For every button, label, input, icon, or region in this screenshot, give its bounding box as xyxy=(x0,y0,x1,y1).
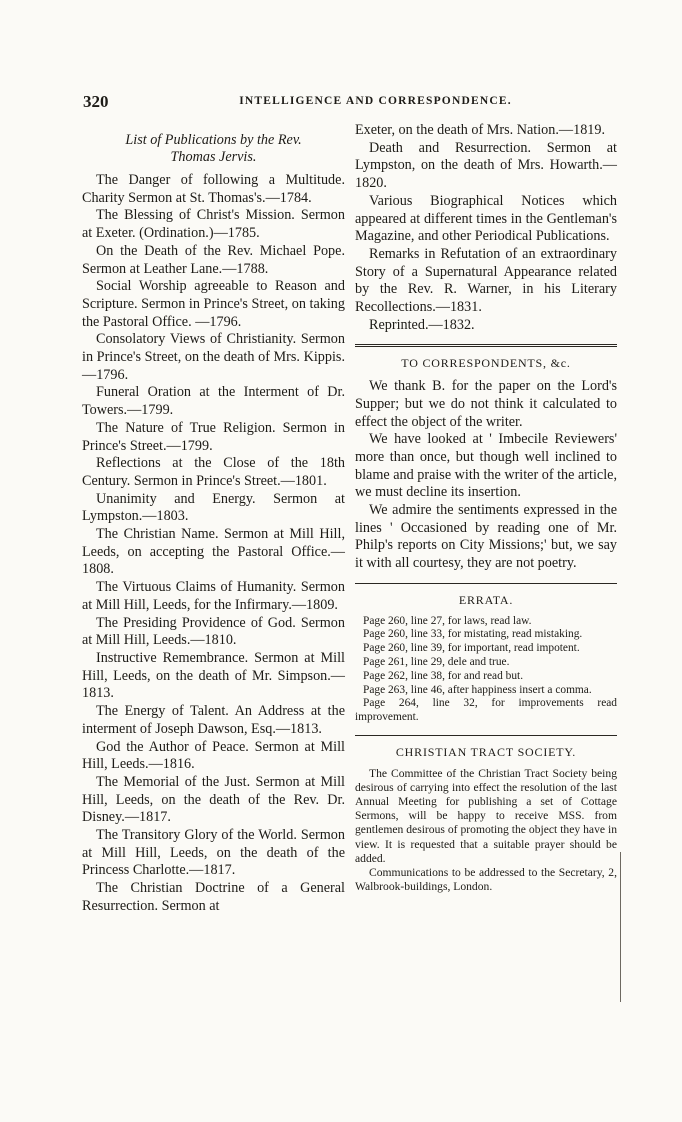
section-divider xyxy=(355,344,617,347)
tract-society-notice xyxy=(355,767,617,895)
margin-rule xyxy=(620,852,621,1002)
publication-entry: Death and Resurrection. Sermon at Lympston, on the death of Mrs. Howarth.—1820. xyxy=(355,139,617,192)
erratum: Page 261, line 29, dele and true. xyxy=(363,655,510,668)
publication-entry: The Memorial of the Just. Sermon at Mill Hill, Leeds, on the death of the Rev. Dr. Disney.—1817. xyxy=(82,773,345,826)
page-number: 320 xyxy=(83,92,109,111)
publication-entry: Reprinted.—1832. xyxy=(369,316,475,333)
correspondents-heading: TO CORRESPONDENTS, &c. xyxy=(401,356,571,371)
publication-entry: Consolatory Views of Christianity. Sermon in Prince's Street, on the death of Mrs. Kippis.—1796. xyxy=(82,331,345,383)
erratum: Page 260, line 39, for important, read impotent. xyxy=(363,642,580,655)
tract-society-heading: CHRISTIAN TRACT SOCIETY. xyxy=(395,744,577,759)
publication-entry: The Nature of True Religion. Sermon in Prince's Street.—1799. xyxy=(82,419,345,454)
publication-entry: Social Worship agreeable to Reason and Scripture. Sermon in Prince's Street, on taking the Pastoral Office. —1796. xyxy=(82,278,345,330)
correspondent-note: We thank B. for the paper on the Lord's Supper; but we do not think it calculated to effect the object of the writer. xyxy=(355,378,617,430)
list-title-line-2: Thomas Jervis. xyxy=(170,149,257,165)
section-divider xyxy=(355,735,617,736)
erratum: Page 260, line 33, for mistating, read mistaking. xyxy=(363,628,583,641)
section-divider xyxy=(355,583,617,584)
left-column xyxy=(82,122,345,916)
publication-entry: Funeral Oration at the Interment of Dr. Towers.—1799. xyxy=(82,384,345,419)
right-column xyxy=(355,122,617,894)
publication-entry: On the Death of the Rev. Michael Pope. Sermon at Leather Lane.—1788. xyxy=(82,242,345,277)
erratum: Page 263, line 46, after happiness insert a comma. xyxy=(363,683,592,696)
correspondent-note: We admire the sentiments expressed in the lines ' Occasioned by reading one of Mr. Philp's reports on City Missions;' but, we say it with all courtesy, they are not poetry. xyxy=(355,502,617,572)
errata-heading: ERRATA. xyxy=(458,592,514,607)
list-title-line-1: List of Publications by the Rev. xyxy=(125,132,302,148)
publication-entry: The Danger of following a Multitude. Charity Sermon at St. Thomas's.—1784. xyxy=(82,172,345,206)
publication-entry: The Christian Name. Sermon at Mill Hill, Leeds, on accepting the Pastoral Office.—1808. xyxy=(82,526,345,578)
publication-entry: The Blessing of Christ's Mission. Sermon at Exeter. (Ordination.)—1785. xyxy=(82,207,345,242)
running-head: INTELLIGENCE AND CORRESPONDENCE. xyxy=(239,95,512,107)
publication-entry: Instructive Remembrance. Sermon at Mill Hill, Leeds, on the death of Mr. Simpson.—1813. xyxy=(82,649,345,702)
erratum: Page 262, line 38, for and read but. xyxy=(363,669,524,682)
publication-entry: Unanimity and Energy. Sermon at Lympston.—1803. xyxy=(82,490,345,525)
correspondent-note: We have looked at ' Imbecile Reviewers' more than once, but though well inclined to blame and praise with the writer of the article, we must decline its insertion. xyxy=(355,431,617,501)
publication-entry: Reflections at the Close of the 18th Century. Sermon in Prince's Street.—1801. xyxy=(82,455,345,489)
errata-list xyxy=(355,615,617,725)
erratum: Page 264, line 32, for improvements read improvement. xyxy=(355,697,617,724)
publication-entry: The Christian Doctrine of a General Resurrection. Sermon at xyxy=(82,880,345,914)
list-title xyxy=(82,132,345,166)
erratum: Page 260, line 27, for laws, read law. xyxy=(363,614,532,627)
publication-continuation: Exeter, on the death of Mrs. Nation.—1819. xyxy=(355,122,606,138)
publication-entry: The Virtuous Claims of Humanity. Sermon at Mill Hill, Leeds, for the Infirmary.—1809. xyxy=(82,579,345,613)
publication-entry: The Energy of Talent. An Address at the interment of Joseph Dawson, Esq.—1813. xyxy=(82,703,345,737)
page-header xyxy=(83,92,628,116)
publication-entry: Remarks in Refutation of an extraordinary Story of a Supernatural Appearance related by the Rev. R. Warner, in his Literary Recollections.—1831. xyxy=(355,245,617,316)
publication-entry: God the Author of Peace. Sermon at Mill Hill, Leeds.—1816. xyxy=(82,738,345,773)
publication-entry: The Presiding Providence of God. Sermon at Mill Hill, Leeds.—1810. xyxy=(82,614,345,649)
publication-entry: Various Biographical Notices which appeared at different times in the Gentleman's Magazine, and other Periodical Publications. xyxy=(355,192,617,245)
publication-entry: The Transitory Glory of the World. Sermon at Mill Hill, Leeds, on the death of the Princess Charlotte.—1817. xyxy=(82,827,345,879)
tract-paragraph: Communications to be addressed to the Secretary, 2, Walbrook-buildings, London. xyxy=(355,866,617,894)
tract-paragraph: The Committee of the Christian Tract Society being desirous of carrying into effect the resolution of the last Annual Meeting for publishing a set of Cottage Sermons, will be happy to receive MSS. from gentlemen desirous of promoting the object they have in view. It is requested that a suitable prayer should be added. xyxy=(355,766,617,865)
